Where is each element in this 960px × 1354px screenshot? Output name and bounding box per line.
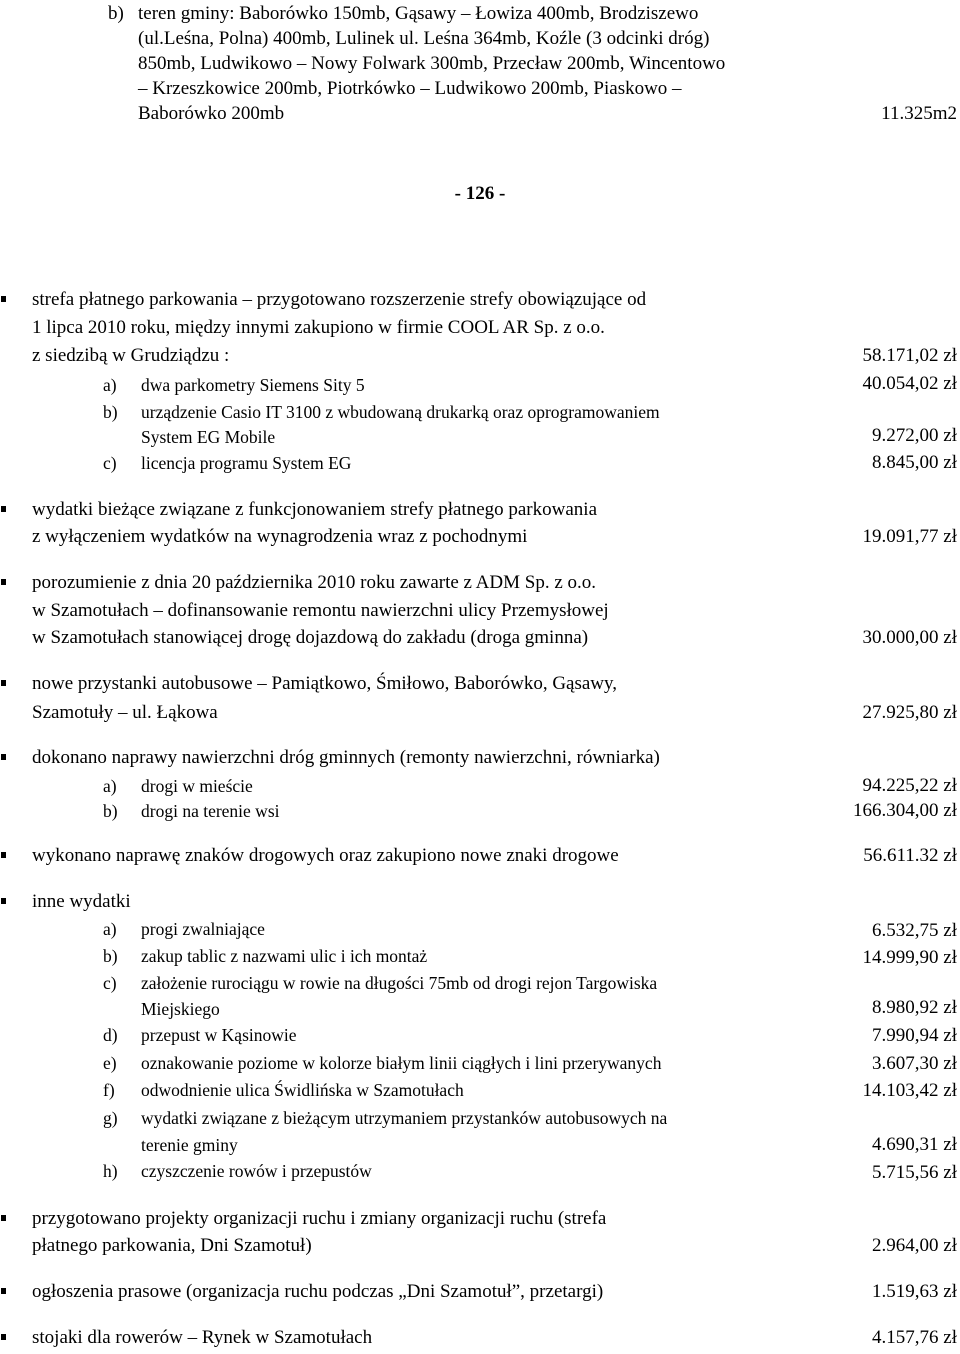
top-line: Baborówko 200mb	[138, 103, 285, 124]
sub-line: wydatki związane z bieżącym utrzymaniem przystanków autobusowych na	[141, 1108, 668, 1128]
top-line: 850mb, Ludwikowo – Nowy Folwark 300mb, Przecław 200mb, Wincentowo	[138, 53, 726, 74]
item-line: strefa płatnego parkowania – przygotowano rozszerzenie strefy obowiązujące od	[32, 289, 647, 310]
bullet-marker	[1, 898, 6, 904]
bullet-marker	[1, 1288, 6, 1294]
item-amount: 58.171,02 zł	[862, 345, 957, 366]
sub-marker: b)	[103, 402, 118, 422]
sub-amount: 7.990,94 zł	[872, 1025, 957, 1046]
sub-marker: d)	[103, 1025, 118, 1045]
bullet-marker	[1, 754, 6, 760]
item-line: wydatki bieżące związane z funkcjonowaniem strefy płatnego parkowania	[32, 499, 597, 520]
item-amount: 2.964,00 zł	[872, 1235, 957, 1256]
sub-line: zakup tablic z nazwami ulic i ich montaż	[141, 946, 428, 966]
bullet-marker	[1, 506, 6, 512]
sub-amount: 8.980,92 zł	[872, 997, 957, 1018]
sub-marker: g)	[103, 1108, 118, 1128]
bullet-marker	[1, 1334, 6, 1340]
sub-marker: c)	[103, 453, 117, 473]
sub-marker: b)	[103, 801, 118, 821]
item-line: Szamotuły – ul. Łąkowa	[32, 702, 218, 723]
sub-line: drogi na terenie wsi	[141, 801, 280, 821]
top-line: – Krzeszkowice 200mb, Piotrkówko – Ludwikowo 200mb, Piaskowo –	[138, 78, 682, 99]
sub-amount: 3.607,30 zł	[872, 1053, 957, 1074]
item-line: wykonano naprawę znaków drogowych oraz zakupiono nowe znaki drogowe	[32, 845, 619, 866]
sub-marker: a)	[103, 375, 117, 395]
sub-marker: b)	[103, 946, 118, 966]
sub-line: Miejskiego	[141, 999, 220, 1019]
item-line: w Szamotułach stanowiącej drogę dojazdową do zakładu (droga gminna)	[32, 627, 589, 648]
item-line: 1 lipca 2010 roku, między innymi zakupiono w firmie COOL AR Sp. z o.o.	[32, 317, 605, 338]
sub-marker: e)	[103, 1053, 117, 1073]
item-line: porozumienie z dnia 20 października 2010 roku zawarte z ADM Sp. z o.o.	[32, 572, 597, 593]
item-amount: 56.611.32 zł	[863, 845, 957, 866]
bullet-marker	[1, 852, 6, 858]
sub-marker: f)	[103, 1080, 115, 1100]
sub-line: dwa parkometry Siemens Sity 5	[141, 375, 365, 395]
sub-line: czyszczenie rowów i przepustów	[141, 1161, 372, 1181]
item-amount: 27.925,80 zł	[862, 702, 957, 723]
item-line: nowe przystanki autobusowe – Pamiątkowo, Śmiłowo, Baborówko, Gąsawy,	[32, 673, 618, 694]
bullet-marker	[1, 1215, 6, 1221]
item-amount: 19.091,77 zł	[862, 526, 957, 547]
top-line: teren gminy: Baborówko 150mb, Gąsawy – Łowiza 400mb, Brodziszewo	[138, 3, 699, 24]
top-line: (ul.Leśna, Polna) 400mb, Lulinek ul. Leśna 364mb, Koźle (3 odcinki dróg)	[138, 28, 710, 49]
sub-marker: h)	[103, 1161, 118, 1181]
sub-line: licencja programu System EG	[141, 453, 352, 473]
sub-line: przepust w Kąsinowie	[141, 1025, 297, 1045]
item-line: przygotowano projekty organizacji ruchu i zmiany organizacji ruchu (strefa	[32, 1208, 607, 1229]
item-line: ogłoszenia prasowe (organizacja ruchu podczas „Dni Szamotuł”, przetargi)	[32, 1281, 604, 1302]
item-line: z siedzibą w Grudziądzu :	[32, 345, 230, 366]
bullet-marker	[1, 296, 6, 302]
item-amount: 1.519,63 zł	[872, 1281, 957, 1302]
sub-marker: c)	[103, 973, 117, 993]
sub-amount: 4.690,31 zł	[872, 1134, 957, 1155]
sub-amount: 8.845,00 zł	[872, 452, 957, 473]
top-marker: b)	[108, 3, 124, 24]
sub-line: drogi w mieście	[141, 776, 253, 796]
sub-line: założenie rurociągu w rowie na długości 75mb od drogi rejon Targowiska	[141, 973, 658, 993]
item-amount: 4.157,76 zł	[872, 1327, 957, 1348]
sub-amount: 14.999,90 zł	[862, 947, 957, 968]
sub-amount: 14.103,42 zł	[862, 1080, 957, 1101]
sub-amount: 6.532,75 zł	[872, 920, 957, 941]
item-line: inne wydatki	[32, 891, 131, 912]
sub-amount: 5.715,56 zł	[872, 1162, 957, 1183]
item-line: z wyłączeniem wydatków na wynagrodzenia wraz z pochodnymi	[32, 526, 528, 547]
page-number: - 126 -	[454, 183, 506, 204]
sub-line: oznakowanie poziome w kolorze białym linii ciągłych i lini przerywanych	[141, 1053, 662, 1073]
sub-amount: 40.054,02 zł	[862, 373, 957, 394]
top-amount: 11.325m2	[881, 103, 957, 124]
sub-marker: a)	[103, 776, 117, 796]
item-line: stojaki dla rowerów – Rynek w Szamotułach	[32, 1327, 373, 1348]
bullet-marker	[1, 579, 6, 585]
sub-line: progi zwalniające	[141, 919, 265, 939]
sub-amount: 166.304,00 zł	[853, 800, 957, 821]
sub-amount: 9.272,00 zł	[872, 425, 957, 446]
sub-line: urządzenie Casio IT 3100 z wbudowaną drukarką oraz oprogramowaniem	[141, 402, 660, 422]
item-line: w Szamotułach – dofinansowanie remontu nawierzchni ulicy Przemysłowej	[32, 600, 609, 621]
bullet-marker	[1, 680, 6, 686]
item-amount: 30.000,00 zł	[862, 627, 957, 648]
sub-amount: 94.225,22 zł	[862, 775, 957, 796]
item-line: płatnego parkowania, Dni Szamotuł)	[32, 1235, 312, 1256]
sub-marker: a)	[103, 919, 117, 939]
sub-line: terenie gminy	[141, 1135, 238, 1155]
item-line: dokonano naprawy nawierzchni dróg gminnych (remonty nawierzchni, równiarka)	[32, 747, 660, 768]
sub-line: System EG Mobile	[141, 427, 276, 447]
sub-line: odwodnienie ulica Świdlińska w Szamotułach	[141, 1080, 464, 1100]
